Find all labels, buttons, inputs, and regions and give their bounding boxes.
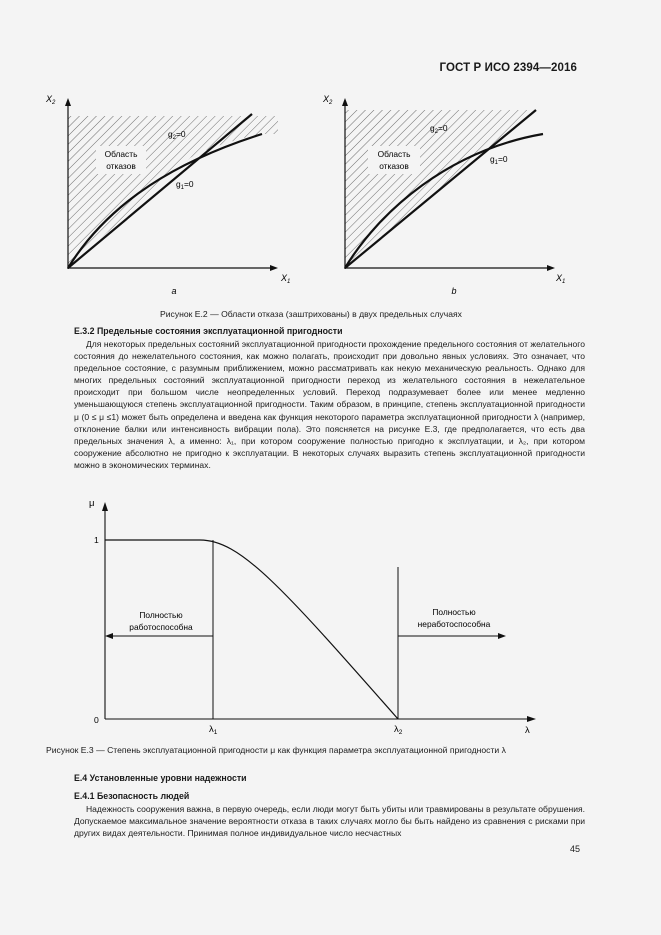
g2-label: $g_2=0$	[168, 129, 186, 141]
y-axis-arrow	[65, 98, 71, 106]
figure-e2	[0, 0, 661, 310]
arrow-head	[498, 633, 506, 639]
g1-label: $g_1=0$	[176, 179, 194, 191]
x-axis-label: $X_1$	[281, 273, 291, 285]
g1-label: $g_1=0$	[490, 154, 508, 166]
y-tick-zero: 0	[94, 715, 99, 725]
section-e32-heading: Е.3.2 Предельные состояния эксплуатационной пригодности	[74, 326, 343, 336]
y-axis-label: $X_2$	[46, 94, 56, 106]
section-e4-heading: Е.4 Установленные уровни надежности	[74, 773, 247, 783]
region-label-2: отказов	[106, 161, 136, 171]
region-label-1: Область	[377, 149, 411, 159]
panel-letter: a	[171, 286, 177, 296]
right-label-2: неработоспособна	[417, 619, 491, 629]
paragraph: Надежность сооружения важна, в первую очередь, если люди могут быть убиты или травмированы в результате обрушения. Допускаемое максимальное значение вероятности отказа в таких случаях могло бы быть найдено из сравнения с рисками при других видах деятельности. Принимая полное индивидуальное число несчастных	[74, 804, 585, 839]
paragraph: Для некоторых предельных состояний эксплуатационной пригодности прохождение предельного состояния от желательного состояния до нежелательного состояния, как можно полагать, происходит при довольно явных условиях. Это означает, что предельное состояние, с разумным приближением, можно рассматривать как некую механическую реальность. Однако для многих предельных состояний эксплуатационной пригодности переход из желательного состояния в нежелательное происходит при большом числе неопределенных условий. Переход подразумевает более или менее медленно уменьшающуюся степень эксплуатационной пригодности. Таким образом, в принципе, степень эксплуатационной пригодности μ (0 ≤ μ ≤1) может быть определена и введена как функция некоторого параметра эксплуатационной пригодности λ (например, отклонение балки или интенсивность вибрации пола). Это поясняется на рисунке Е.3, где предполагается, что есть два предельных значения λ, а именно: λ₁, при котором сооружение полностью пригодно к эксплуатации, и λ₂, при котором сооружение абсолютно не пригодно к эксплуатации. В некоторых случаях выразить степень эксплуатационной пригодности можно в экономических терминах.	[74, 339, 585, 470]
x-axis-arrow	[527, 716, 536, 722]
x-axis-arrow	[547, 265, 555, 271]
y-tick-one: 1	[94, 535, 99, 545]
x-axis-label: $X_1$	[556, 273, 566, 285]
lambda1-label: $\lambda_1$	[209, 724, 218, 736]
section-e41-body	[74, 803, 585, 839]
g2-label: $g_2=0$	[430, 123, 448, 135]
lambda2-label: $\lambda_2$	[394, 724, 403, 736]
left-label-1: Полностью	[139, 610, 183, 620]
figure-e2-panel-a	[45, 94, 290, 296]
left-label-2: работоспособна	[129, 622, 193, 632]
arrow-head	[105, 633, 113, 639]
figure-e2-caption: Рисунок Е.2 — Области отказа (заштрихованы) в двух предельных случаях	[160, 309, 462, 319]
figure-e3-caption: Рисунок Е.3 — Степень эксплуатационной пригодности μ как функция параметра эксплуатационной пригодности λ	[46, 745, 506, 755]
x-axis-arrow	[270, 265, 278, 271]
y-axis-arrow	[342, 98, 348, 106]
y-axis-label: $X_2$	[323, 94, 333, 106]
section-e32-body	[74, 338, 585, 471]
region-label-1: Область	[104, 149, 138, 159]
y-axis-arrow	[102, 502, 108, 511]
document-id: ГОСТ Р ИСО 2394—2016	[439, 62, 577, 74]
x-axis-label: λ	[525, 725, 530, 736]
section-e41-heading: Е.4.1 Безопасность людей	[74, 791, 190, 801]
figure-e2-panel-b	[322, 94, 565, 296]
panel-letter: b	[451, 286, 457, 296]
figure-e3	[0, 490, 661, 740]
y-axis-label: μ	[89, 498, 95, 509]
right-label-1: Полностью	[432, 607, 476, 617]
page-number: 45	[570, 844, 581, 854]
region-label-2: отказов	[379, 161, 409, 171]
